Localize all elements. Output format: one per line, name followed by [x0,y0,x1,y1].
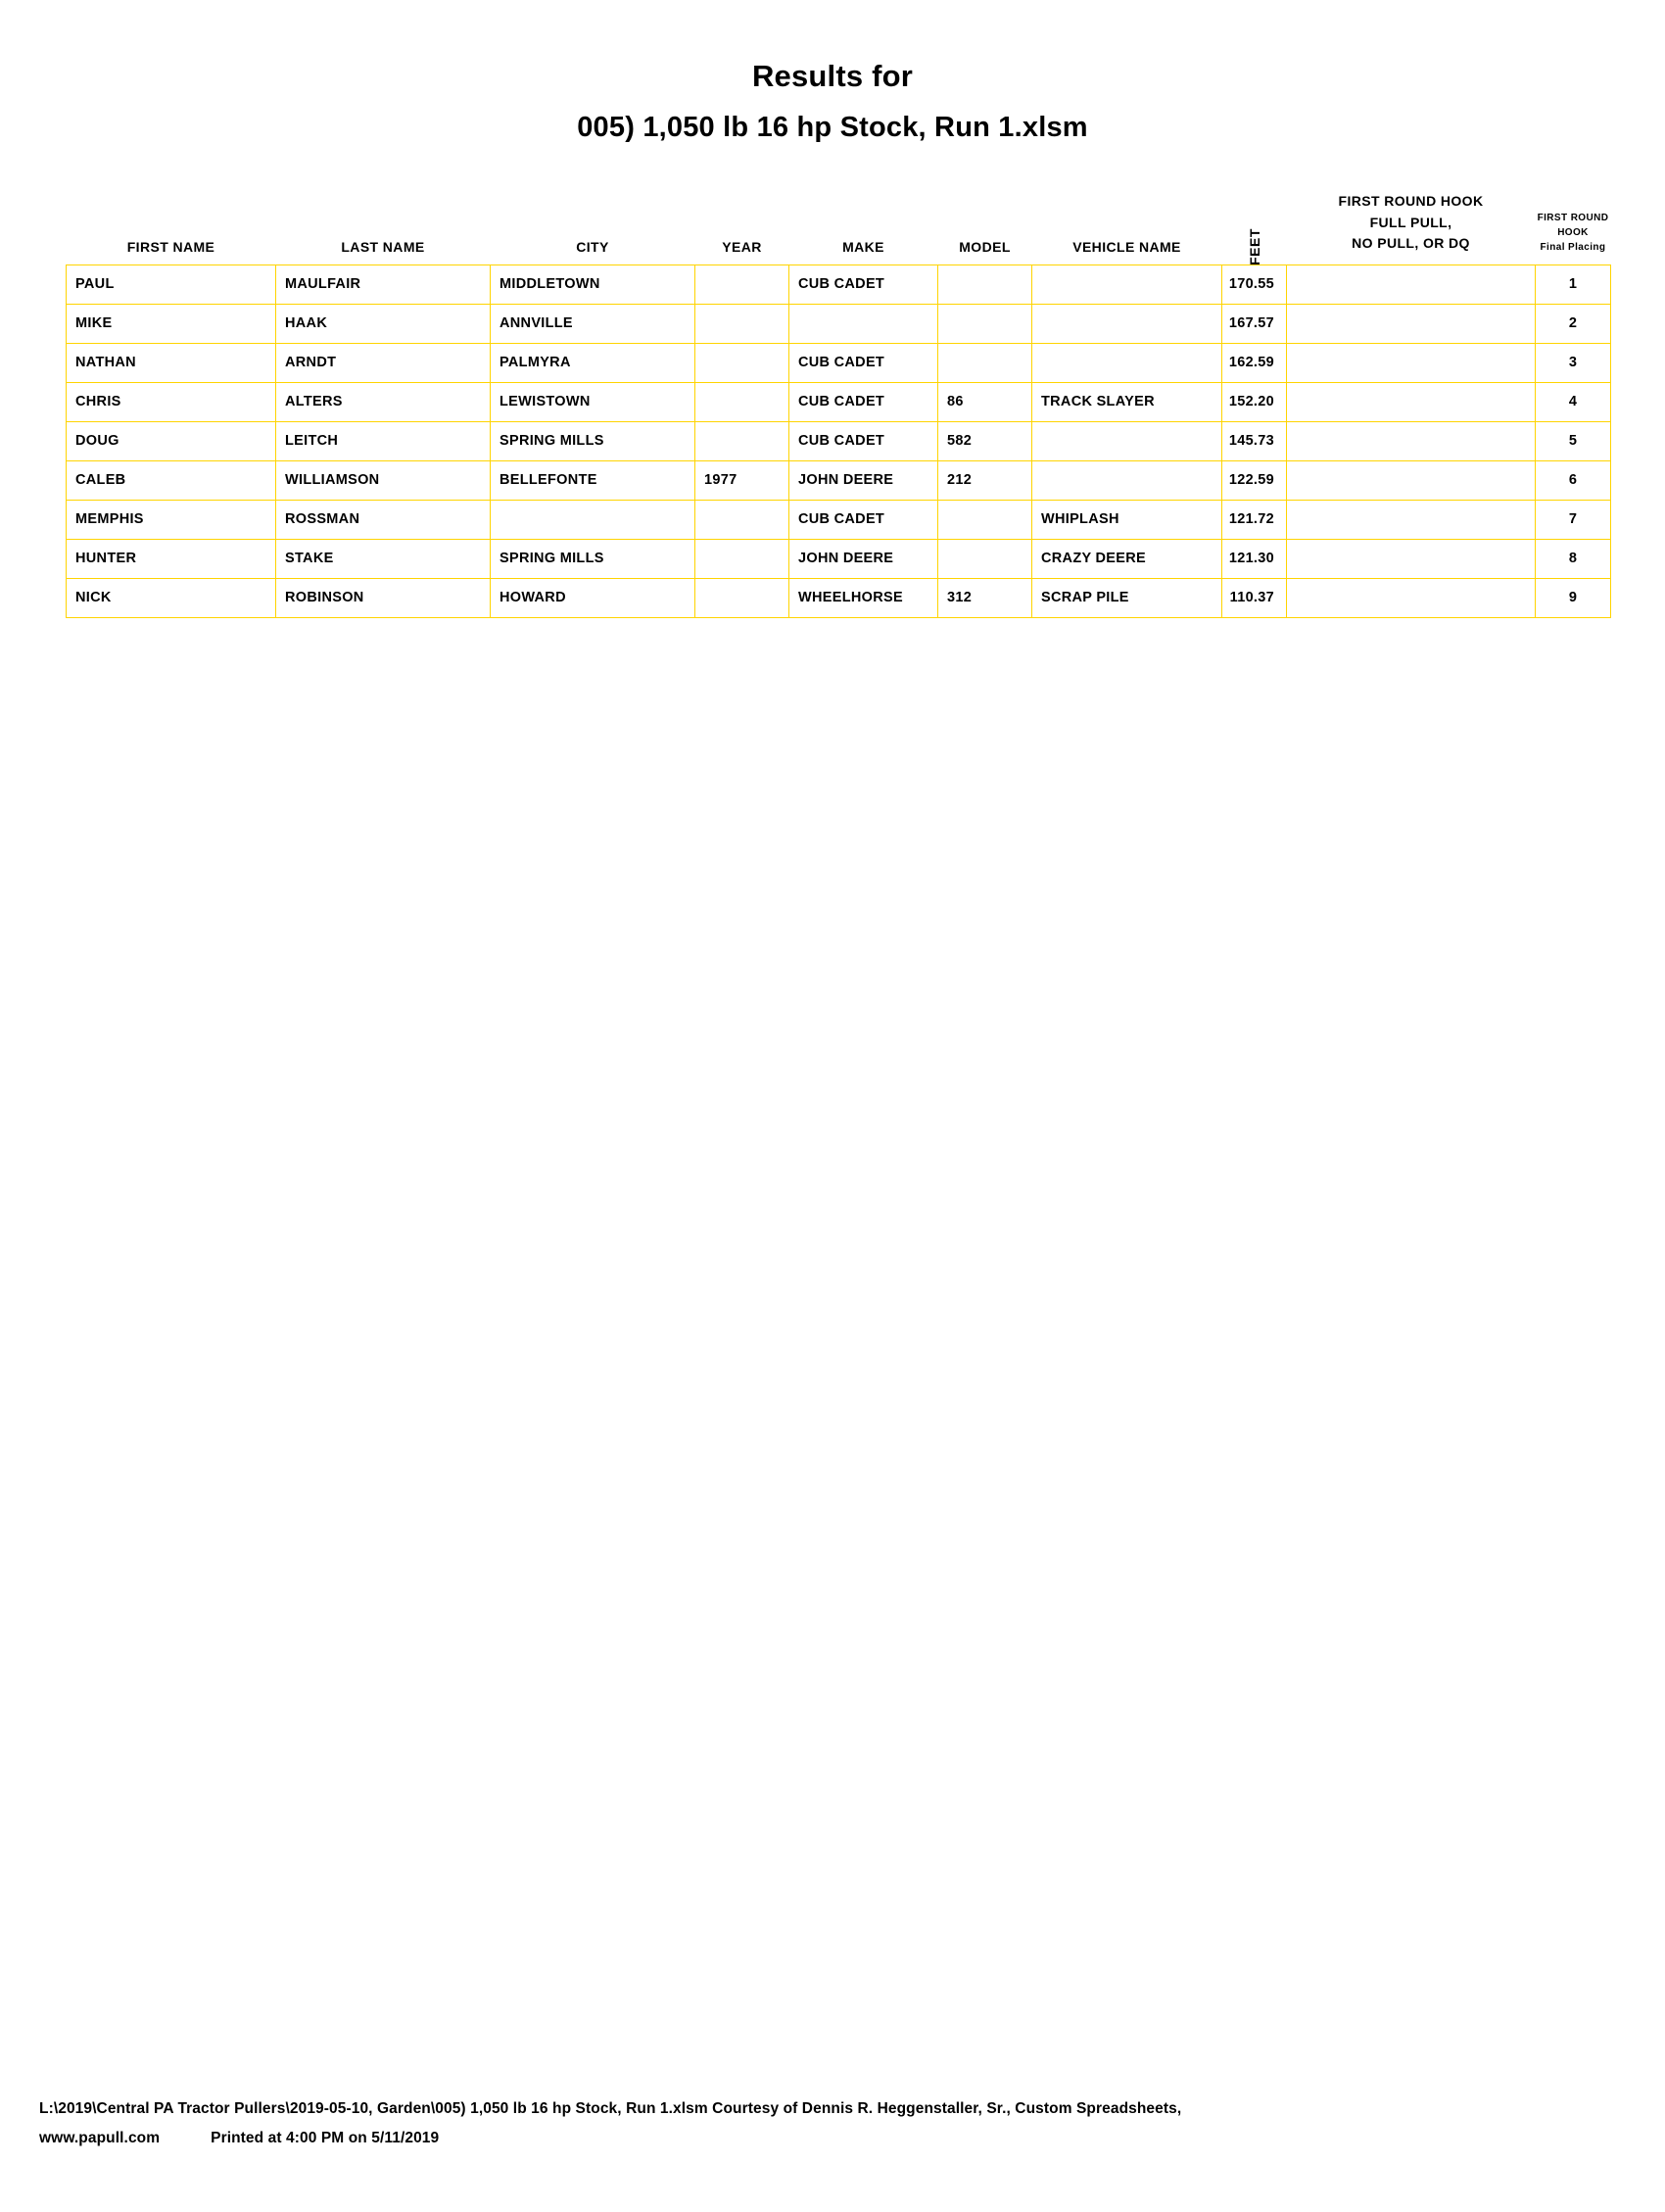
cell-hook [1287,500,1536,539]
table-row [67,304,1611,343]
cell-feet: 152.20 [1222,382,1287,421]
cell-last-name: ROSSMAN [276,500,491,539]
cell-placing: 2 [1536,304,1611,343]
cell-feet: 162.59 [1222,343,1287,382]
page-title [0,57,1665,148]
cell-last-name: STAKE [276,539,491,578]
cell-first-name: NATHAN [67,343,276,382]
column-header-year: YEAR [722,238,762,255]
title-line-1: Results for [751,59,914,93]
cell-make: JOHN DEERE [789,539,938,578]
cell-make: JOHN DEERE [789,460,938,500]
cell-model [938,500,1032,539]
column-header-feet [1222,191,1287,265]
cell-last-name: ALTERS [276,382,491,421]
cell-hook [1287,304,1536,343]
cell-city: LEWISTOWN [491,382,695,421]
cell-hook [1287,421,1536,460]
hook-header-line-1: FIRST ROUND HOOK [1338,192,1484,209]
cell-placing: 3 [1536,343,1611,382]
footer-path-line: L:\2019\Central PA Tractor Pullers\2019-05-10, Garden\005) 1,050 lb 16 hp Stock, Run 1.xlsm Courtesy of Dennis R. Heggenstaller, Sr., Custom Spreadsheets, [39,2099,1182,2117]
table-row [67,421,1611,460]
cell-model: 312 [938,578,1032,617]
cell-first-name: CHRIS [67,382,276,421]
cell-vehicle-name: TRACK SLAYER [1032,382,1222,421]
cell-year [695,382,789,421]
cell-make: CUB CADET [789,421,938,460]
table-header [67,191,1611,265]
cell-hook [1287,460,1536,500]
cell-vehicle-name [1032,343,1222,382]
footer-website: www.papull.com [39,2129,161,2146]
footer-printed: Printed at 4:00 PM on 5/11/2019 [211,2129,440,2146]
cell-model [938,343,1032,382]
cell-feet: 170.55 [1222,264,1287,304]
cell-make [789,304,938,343]
hook-header-line-2: FULL PULL, [1369,214,1452,230]
cell-city: BELLEFONTE [491,460,695,500]
results-table-container [39,191,1626,618]
column-header-last-name: LAST NAME [341,238,425,255]
cell-hook [1287,343,1536,382]
cell-feet: 121.30 [1222,539,1287,578]
hook-header-line-3: NO PULL, OR DQ [1352,235,1470,252]
cell-placing: 9 [1536,578,1611,617]
cell-placing: 6 [1536,460,1611,500]
results-table [66,191,1611,618]
cell-model [938,539,1032,578]
cell-first-name: MEMPHIS [67,500,276,539]
cell-feet: 110.37 [1222,578,1287,617]
column-header-model: MODEL [959,238,1011,255]
table-row [67,382,1611,421]
table-header-row [67,191,1611,265]
cell-placing: 8 [1536,539,1611,578]
cell-vehicle-name: SCRAP PILE [1032,578,1222,617]
cell-model [938,264,1032,304]
cell-make: CUB CADET [789,500,938,539]
cell-last-name: LEITCH [276,421,491,460]
cell-model: 212 [938,460,1032,500]
cell-year [695,264,789,304]
table-row [67,539,1611,578]
column-header-final-placing [1536,191,1611,265]
cell-vehicle-name: CRAZY DEERE [1032,539,1222,578]
cell-first-name: MIKE [67,304,276,343]
cell-first-name: DOUG [67,421,276,460]
footer-second-line [39,2124,1181,2153]
cell-vehicle-name [1032,304,1222,343]
cell-city: PALMYRA [491,343,695,382]
column-header-city: CITY [576,238,609,255]
cell-vehicle-name [1032,421,1222,460]
cell-hook [1287,578,1536,617]
cell-year: 1977 [695,460,789,500]
cell-year [695,539,789,578]
cell-city: HOWARD [491,578,695,617]
cell-city: MIDDLETOWN [491,264,695,304]
cell-year [695,500,789,539]
cell-feet: 122.59 [1222,460,1287,500]
table-row [67,343,1611,382]
cell-first-name: HUNTER [67,539,276,578]
cell-placing: 1 [1536,264,1611,304]
table-row [67,578,1611,617]
placing-header-line-2: HOOK [1557,226,1589,238]
cell-placing: 5 [1536,421,1611,460]
cell-first-name: CALEB [67,460,276,500]
placing-header-line-3: Final Placing [1540,241,1606,253]
table-body [67,264,1611,617]
cell-make: CUB CADET [789,382,938,421]
cell-year [695,421,789,460]
cell-make: CUB CADET [789,264,938,304]
cell-last-name: MAULFAIR [276,264,491,304]
cell-last-name: HAAK [276,304,491,343]
cell-year [695,578,789,617]
cell-make: WHEELHORSE [789,578,938,617]
cell-hook [1287,382,1536,421]
column-header-vehicle-name: VEHICLE NAME [1072,238,1181,255]
column-header-first-name: FIRST NAME [126,238,215,255]
cell-feet: 167.57 [1222,304,1287,343]
cell-city: ANNVILLE [491,304,695,343]
cell-city: SPRING MILLS [491,539,695,578]
cell-placing: 4 [1536,382,1611,421]
cell-placing: 7 [1536,500,1611,539]
cell-first-name: PAUL [67,264,276,304]
cell-city [491,500,695,539]
cell-last-name: ROBINSON [276,578,491,617]
cell-first-name: NICK [67,578,276,617]
table-row [67,500,1611,539]
table-row [67,460,1611,500]
column-header-first-round-hook [1287,191,1536,265]
cell-last-name: WILLIAMSON [276,460,491,500]
cell-vehicle-name [1032,264,1222,304]
cell-feet: 145.73 [1222,421,1287,460]
cell-vehicle-name: WHIPLASH [1032,500,1222,539]
cell-vehicle-name [1032,460,1222,500]
cell-last-name: ARNDT [276,343,491,382]
document-page [0,57,1665,2212]
cell-city: SPRING MILLS [491,421,695,460]
cell-feet: 121.72 [1222,500,1287,539]
placing-header-line-1: FIRST ROUND [1537,212,1609,223]
column-header-make: MAKE [842,238,884,255]
title-line-2: 005) 1,050 lb 16 hp Stock, Run 1.xlsm [577,112,1088,144]
column-header-feet-label: FEET [1246,228,1262,265]
cell-model [938,304,1032,343]
table-row [67,264,1611,304]
cell-year [695,343,789,382]
cell-model: 86 [938,382,1032,421]
cell-model: 582 [938,421,1032,460]
page-footer [39,2094,1181,2153]
cell-hook [1287,539,1536,578]
cell-hook [1287,264,1536,304]
cell-year [695,304,789,343]
cell-make: CUB CADET [789,343,938,382]
